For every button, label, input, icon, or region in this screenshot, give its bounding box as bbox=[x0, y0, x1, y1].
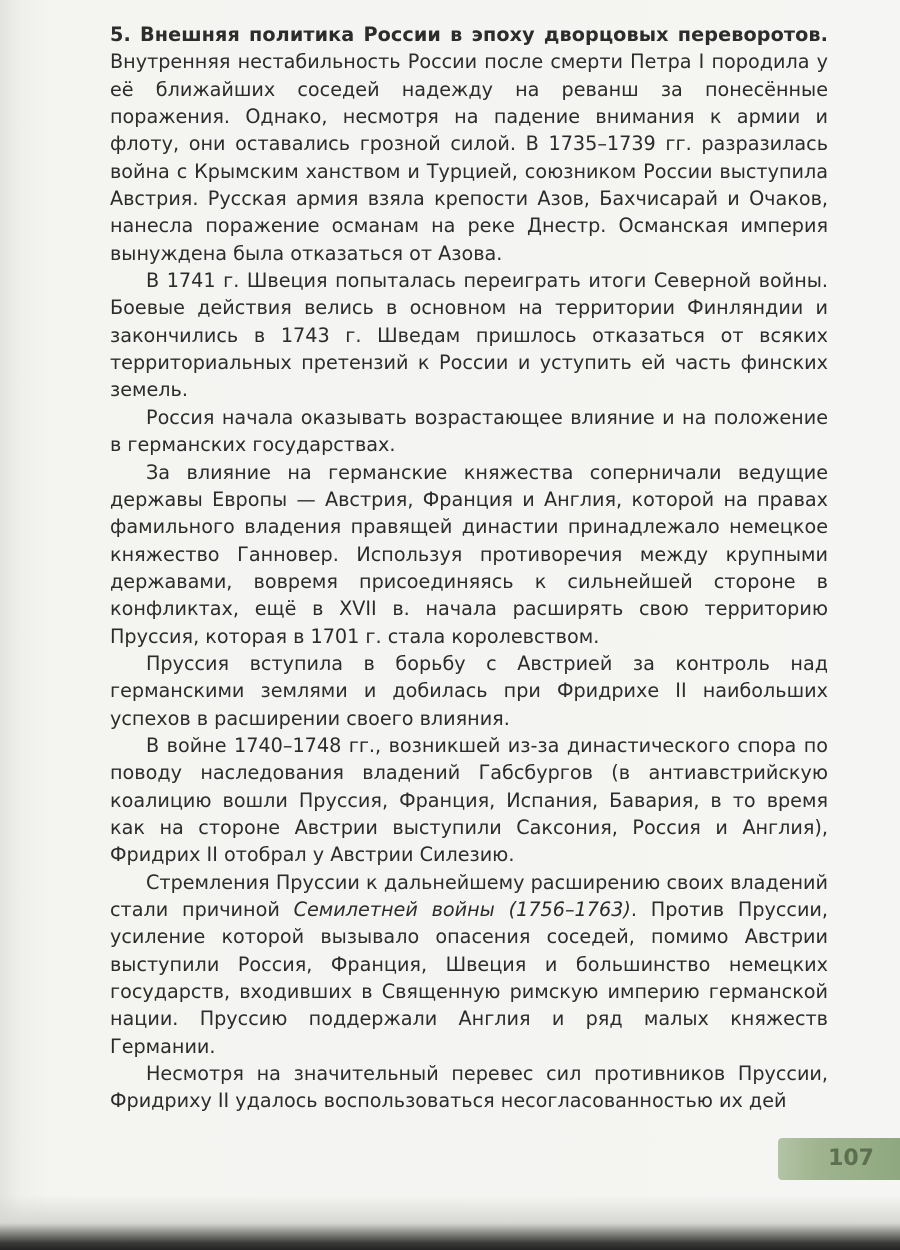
paragraph-1-text: Внутренняя нестабильность России после смерти Петра I породила у её ближайших соседей надежду на реванш за понесённые поражения. Однако, несмотря на падение внимания к армии и флоту, они оставались грозной силой. В 1735–1739 гг. разразилась война с Крымским ханством и Турцией, союзником России выступила Австрия. Русская армия взяла крепости Азов, Бахчисарай и Очаков, нанесла поражение османам на реке Днестр. Османская империя вынуждена была отказаться от Азова. bbox=[110, 50, 828, 265]
paragraph-7 bbox=[110, 869, 828, 1060]
section-heading: 5. Внешняя политика России в эпоху дворцовых переворотов. bbox=[110, 23, 828, 46]
scan-shadow bbox=[0, 1195, 900, 1250]
paragraph-7-text-a: Стремления Пруссии к дальнейшему расширению своих владений стали причиной bbox=[110, 870, 828, 921]
paragraph-6: В войне 1740–1748 гг., возникшей из-за династического спора по поводу наследования владений Габсбургов (в антиавстрийскую коалицию вошли Пруссия, Франция, Испания, Бавария, в то время как на стороне Австрии выступили Саксония, Россия и Англия), Фридрих II отобрал у Австрии Силезию. bbox=[110, 733, 828, 867]
paragraph-5: Пруссия вступила в борьбу с Австрией за контроль над германскими землями и добилась при Фридрихе II наибольших успехов в расширении своего влияния. bbox=[110, 651, 828, 730]
page-number: 107 bbox=[828, 1146, 874, 1171]
text-body bbox=[110, 21, 828, 1115]
paragraph-8: Несмотря на значительный перевес сил противников Пруссии, Фридриху II удалось воспользоваться несогласованностью их дей bbox=[110, 1062, 828, 1113]
paragraph-3: Россия начала оказывать возрастающее влияние и на положение в германских государствах. bbox=[110, 405, 828, 457]
paragraph-7-text-b: . Против Пруссии, усиление которой вызывало опасения соседей, помимо Австрии выступили Россия, Франция, Швеция и большинство немецких государств, входивших в Священную римскую империю германской нации. Пруссию поддержали Англия и ряд малых княжеств Германии. bbox=[110, 898, 828, 1058]
page-number-tab bbox=[778, 1138, 900, 1180]
paragraph-4: За влияние на германские княжества соперничали ведущие державы Европы — Австрия, Франция и Англия, которой на правах фамильного владения правящей династии принадлежало немецкое княжество Ганновер. Используя противоречия между крупными державами, вовремя присоединяясь к сильнейшей стороне в конфликтах, ещё в XVII в. начала расширять свою территорию Пруссия, которая в 1701 г. стала королевством. bbox=[110, 460, 828, 648]
seven-years-war-term: Семилетней войны (1756–1763) bbox=[293, 898, 631, 921]
paragraph-1 bbox=[110, 21, 828, 267]
paragraph-2: В 1741 г. Швеция попыталась переиграть итоги Северной войны. Боевые действия велись в основном на территории Финляндии и закончились в 1743 г. Шведам пришлось отказаться от всяких территориальных претензий к России и уступить ей часть финских земель. bbox=[110, 269, 828, 402]
